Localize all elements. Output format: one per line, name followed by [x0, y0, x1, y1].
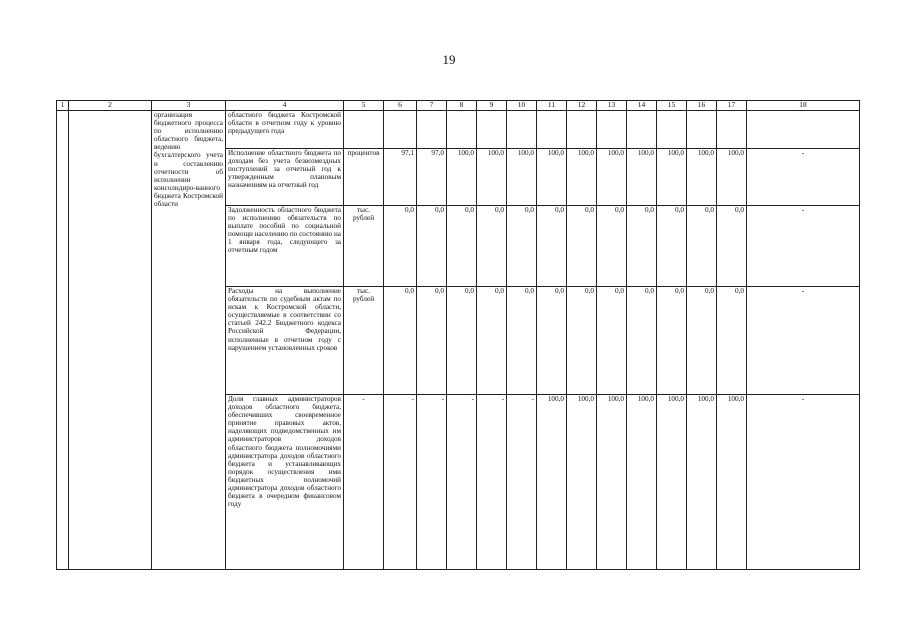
value-cell: -: [417, 395, 447, 570]
value-cell: 0,0: [627, 206, 657, 287]
value-cell: 100,0: [627, 395, 657, 570]
column-number: 7: [417, 101, 447, 111]
indicator-name-cell: Исполнение областного бюджета по доходам без учета безвозмездных поступлений за отчетный год к утвержденным плановым назначениям на отчетный год: [226, 149, 344, 206]
page-number: 19: [442, 52, 456, 67]
value-cell: [417, 111, 447, 149]
value-cell: 0,0: [657, 287, 687, 395]
value-cell: 0,0: [537, 206, 567, 287]
unit-cell: тыс. рублей: [344, 206, 384, 287]
column-number-row: [57, 101, 860, 111]
value-cell: 0,0: [537, 287, 567, 395]
value-cell: [717, 111, 747, 149]
value-cell: 100,0: [507, 149, 537, 206]
note-cell: -: [747, 206, 860, 287]
column-number: 13: [597, 101, 627, 111]
value-cell: [537, 111, 567, 149]
indicator-name-cell: областного бюджета Костромской области в отчетном году к уровню предыдущего года: [226, 111, 344, 149]
indicator-name-cell: Доля главных администраторов доходов областного бюджета, обеспечивших своевременное принятие правовых актов, наделяющих подведомственных им администраторов доходов областного бюджета полномочиями администратора доходов областного бюджета и устанавливающих порядок осуществления ими бюджетных полномочий администратора доходов областного бюджета в очередном финансовом году: [226, 395, 344, 570]
value-cell: 100,0: [537, 395, 567, 570]
value-cell: [687, 111, 717, 149]
column-number: 16: [687, 101, 717, 111]
indicators-table: [56, 100, 860, 570]
unit-cell: тыс. рублей: [344, 287, 384, 395]
unit-cell: [344, 111, 384, 149]
value-cell: 0,0: [507, 206, 537, 287]
unit-cell: процентов: [344, 149, 384, 206]
value-cell: 0,0: [567, 206, 597, 287]
value-cell: 0,0: [627, 287, 657, 395]
value-cell: -: [507, 395, 537, 570]
column-number: 1: [57, 101, 69, 111]
column-number: 6: [384, 101, 417, 111]
value-cell: 100,0: [597, 149, 627, 206]
column-number: 2: [69, 101, 152, 111]
value-cell: [567, 111, 597, 149]
value-cell: [507, 111, 537, 149]
value-cell: 97,0: [417, 149, 447, 206]
value-cell: 0,0: [384, 206, 417, 287]
value-cell: 100,0: [477, 149, 507, 206]
note-cell: [747, 111, 860, 149]
column-number: 11: [537, 101, 567, 111]
value-cell: 0,0: [477, 206, 507, 287]
column-number: 9: [477, 101, 507, 111]
column-number: 8: [447, 101, 477, 111]
unit-cell: -: [344, 395, 384, 570]
value-cell: -: [384, 395, 417, 570]
value-cell: 0,0: [597, 206, 627, 287]
column-number: 17: [717, 101, 747, 111]
value-cell: [597, 111, 627, 149]
value-cell: 100,0: [567, 395, 597, 570]
value-cell: 100,0: [597, 395, 627, 570]
value-cell: 0,0: [687, 287, 717, 395]
value-cell: 100,0: [567, 149, 597, 206]
indicator-name-cell: Расходы на выполнение обязательств по судебным актам по искам к Костромской области, осуществляемые в соответствии со статьей 242.2 Бюджетного кодекса Российской Федерации, исполненные в отчетном году с нарушением установленных сроков: [226, 287, 344, 395]
value-cell: 100,0: [687, 395, 717, 570]
value-cell: 0,0: [717, 206, 747, 287]
column-number: 18: [747, 101, 860, 111]
value-cell: 100,0: [687, 149, 717, 206]
cell-col2: [69, 111, 152, 570]
note-cell: -: [747, 149, 860, 206]
value-cell: [657, 111, 687, 149]
value-cell: [627, 111, 657, 149]
value-cell: 0,0: [717, 287, 747, 395]
table-row: [57, 111, 860, 149]
column-number: 15: [657, 101, 687, 111]
task-description-cell: организация бюджетного процесса по исполнению областного бюджета, ведению бухгалтерского учета и составлению отчетности об исполнении консолидиро-ванного бюджета Костромской области: [152, 111, 226, 570]
value-cell: [447, 111, 477, 149]
value-cell: 0,0: [447, 206, 477, 287]
value-cell: 0,0: [384, 287, 417, 395]
value-cell: 0,0: [687, 206, 717, 287]
note-cell: -: [747, 287, 860, 395]
note-cell: -: [747, 395, 860, 570]
cell-col1: [57, 111, 69, 570]
value-cell: 0,0: [597, 287, 627, 395]
value-cell: 100,0: [657, 149, 687, 206]
value-cell: 100,0: [717, 395, 747, 570]
value-cell: [384, 111, 417, 149]
column-number: 12: [567, 101, 597, 111]
value-cell: 0,0: [447, 287, 477, 395]
column-number: 10: [507, 101, 537, 111]
value-cell: 100,0: [717, 149, 747, 206]
value-cell: 100,0: [447, 149, 477, 206]
indicator-name-cell: Задолженность областного бюджета по исполнению обязательств по выплате пособий по социальной помощи населению по состоянию на 1 января года, следующего за отчетным годом: [226, 206, 344, 287]
column-number: 4: [226, 101, 344, 111]
column-number: 5: [344, 101, 384, 111]
value-cell: 0,0: [567, 287, 597, 395]
value-cell: 100,0: [537, 149, 567, 206]
value-cell: 97,1: [384, 149, 417, 206]
value-cell: -: [447, 395, 477, 570]
value-cell: 100,0: [627, 149, 657, 206]
column-number: 3: [152, 101, 226, 111]
value-cell: 0,0: [507, 287, 537, 395]
value-cell: 0,0: [477, 287, 507, 395]
value-cell: 0,0: [417, 206, 447, 287]
value-cell: 0,0: [417, 287, 447, 395]
value-cell: 0,0: [657, 206, 687, 287]
value-cell: 100,0: [657, 395, 687, 570]
value-cell: -: [477, 395, 507, 570]
column-number: 14: [627, 101, 657, 111]
value-cell: [477, 111, 507, 149]
